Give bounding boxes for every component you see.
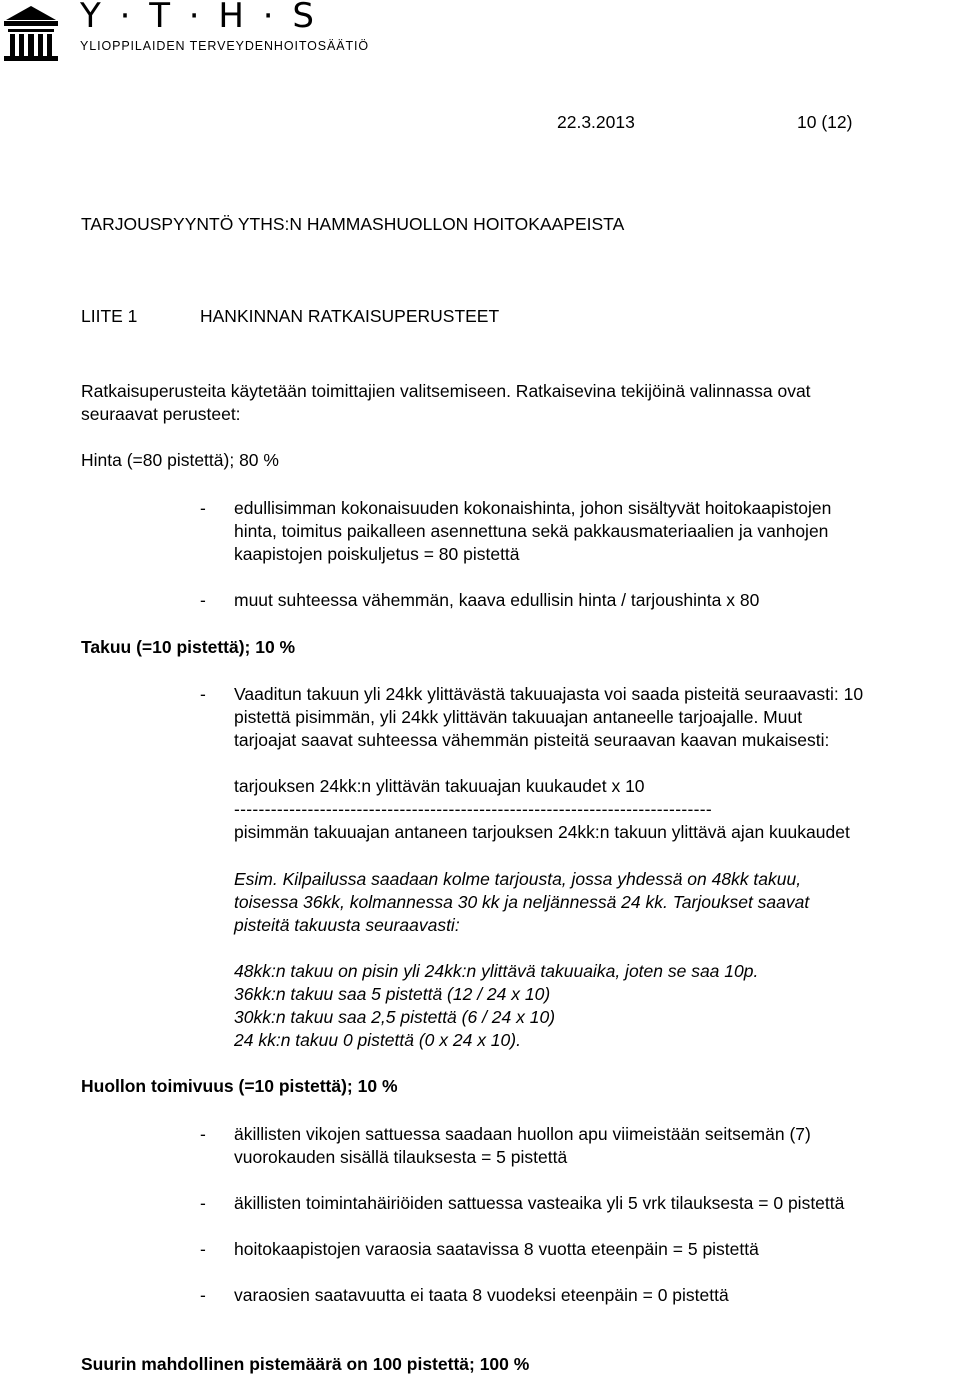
intro-line: Ratkaisuperusteita käytetään toimittajien valitsemiseen. Ratkaisevina tekijöinä valinnassa ovat: [81, 381, 811, 401]
bullet-dash: -: [200, 1193, 206, 1213]
service-bullet-line: varaosien saatavuutta ei taata 8 vuodeksi eteenpäin = 0 pistettä: [234, 1285, 729, 1305]
result-line: 48kk:n takuu on pisin yli 24kk:n ylittävä takuuaika, joten se saa 10p.: [234, 961, 759, 981]
logo-wordmark: Y · T · H · S: [80, 0, 318, 36]
appendix-label: LIITE 1: [81, 306, 138, 326]
price-heading: Hinta (=80 pistettä); 80 %: [81, 450, 279, 470]
service-bullet-line: vuorokauden sisällä tilauksesta = 5 pistettä: [234, 1147, 568, 1167]
document-date: 22.3.2013: [557, 112, 635, 132]
bullet-dash: -: [200, 498, 206, 518]
formula-denominator: pisimmän takuuajan antaneen tarjouksen 24kk:n takuun ylittävä ajan kuukaudet: [234, 822, 850, 842]
warranty-bullet-line: pistettä pisimmän, yli 24kk ylittävän takuuajan antaneelle tarjoajalle. Muut: [234, 707, 803, 727]
example-line: Esim. Kilpailussa saadaan kolme tarjousta, jossa yhdessä on 48kk takuu,: [234, 869, 802, 889]
bullet-dash: -: [200, 1285, 206, 1305]
service-bullet-line: äkillisten vikojen sattuessa saadaan huollon apu viimeistään seitsemän (7): [234, 1124, 811, 1144]
result-line: 36kk:n takuu saa 5 pistettä (12 / 24 x 10): [234, 984, 551, 1004]
service-bullet-line: äkillisten toimintahäiriöiden sattuessa vasteaika yli 5 vrk tilauksesta = 0 pistettä: [234, 1193, 845, 1213]
warranty-bullet-line: tarjoajat saavat suhteessa vähemmän pisteitä seuraavan kaavan mukaisesti:: [234, 730, 830, 750]
warranty-bullet-line: Vaaditun takuun yli 24kk ylittävästä takuuajasta voi saada pisteitä seuraavasti: 10: [234, 684, 864, 704]
formula-numerator: tarjouksen 24kk:n ylittävän takuuajan kuukaudet x 10: [234, 776, 645, 796]
bullet-dash: -: [200, 684, 206, 704]
total-points-summary: Suurin mahdollinen pistemäärä on 100 pistettä; 100 %: [81, 1354, 530, 1374]
result-line: 24 kk:n takuu 0 pistettä (0 x 24 x 10).: [234, 1030, 521, 1050]
document-title: TARJOUSPYYNTÖ YTHS:N HAMMASHUOLLON HOITOKAAPEISTA: [81, 214, 625, 234]
example-line: pisteitä takuusta seuraavasti:: [234, 915, 460, 935]
bullet-dash: -: [200, 1239, 206, 1259]
bullet-dash: -: [200, 1124, 206, 1144]
service-heading: Huollon toimivuus (=10 pistettä); 10 %: [81, 1076, 398, 1096]
logo-subtitle: YLIOPPILAIDEN TERVEYDENHOITOSÄÄTIÖ: [80, 39, 370, 53]
appendix-title: HANKINNAN RATKAISUPERUSTEET: [200, 306, 500, 326]
yths-logo-icon: [0, 0, 62, 62]
page-number: 10 (12): [797, 112, 853, 132]
service-bullet-line: hoitokaapistojen varaosia saatavissa 8 vuotta eteenpäin = 5 pistettä: [234, 1239, 759, 1259]
intro-line: seuraavat perusteet:: [81, 404, 241, 424]
result-line: 30kk:n takuu saa 2,5 pistettä (6 / 24 x 10): [234, 1007, 556, 1027]
warranty-heading: Takuu (=10 pistettä); 10 %: [81, 637, 296, 657]
price-bullet-line: kaapistojen poiskuljetus = 80 pistettä: [234, 544, 520, 564]
price-bullet-line: edullisimman kokonaisuuden kokonaishinta, johon sisältyvät hoitokaapistojen: [234, 498, 832, 518]
formula-divider: ------------------------------------------------------------------------------: [234, 799, 712, 819]
bullet-dash: -: [200, 590, 206, 610]
price-bullet-line: muut suhteessa vähemmän, kaava edullisin hinta / tarjoushinta x 80: [234, 590, 760, 610]
example-line: toisessa 36kk, kolmannessa 30 kk ja neljännessä 24 kk. Tarjoukset saavat: [234, 892, 810, 912]
price-bullet-line: hinta, toimitus paikalleen asennettuna sekä pakkausmateriaalien ja vanhojen: [234, 521, 829, 541]
